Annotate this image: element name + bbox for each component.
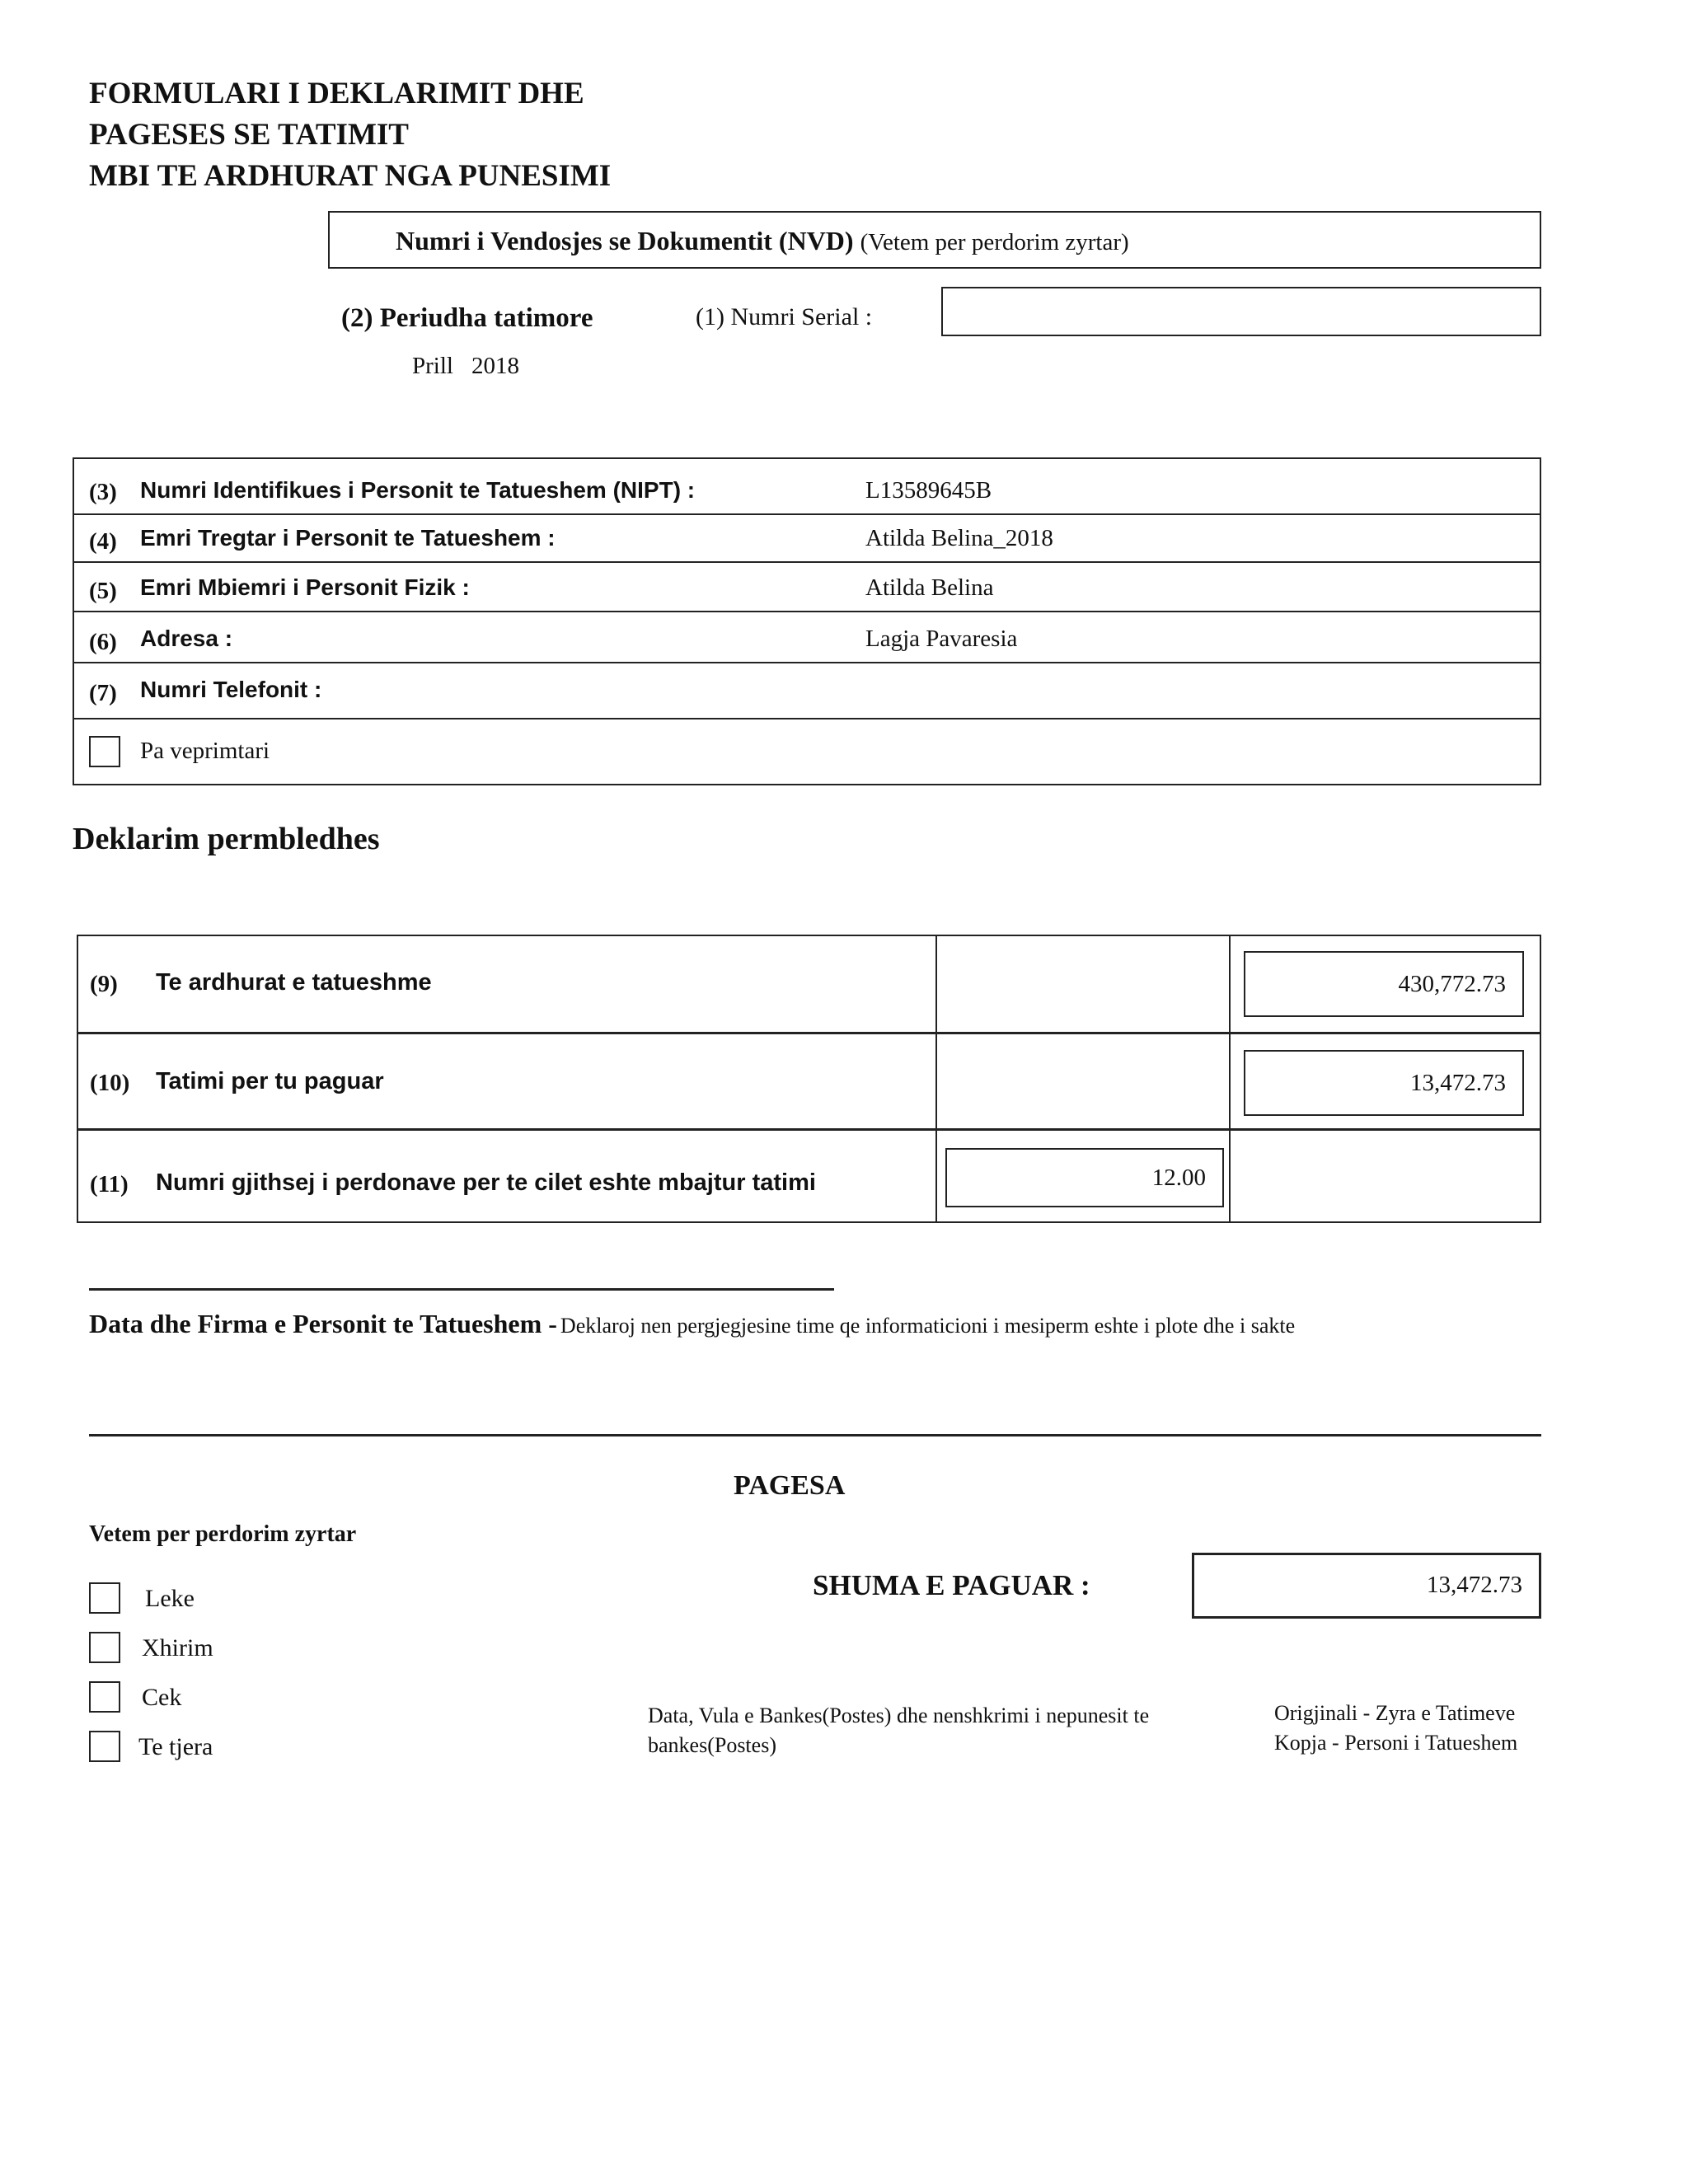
no-activity-checkbox[interactable] bbox=[89, 736, 120, 767]
amount-paid-value: 13,472.73 bbox=[1427, 1572, 1522, 1598]
taxpayer-row-person-name bbox=[74, 563, 1540, 612]
copy-original-note: Origjinali - Zyra e Tatimeve bbox=[1274, 1701, 1516, 1725]
summary-row-taxable-income bbox=[78, 936, 1543, 1032]
signature-line bbox=[89, 1288, 834, 1291]
period-label: (2) Periudha tatimore bbox=[341, 303, 593, 333]
official-use-label: Vetem per perdorim zyrtar bbox=[89, 1521, 357, 1547]
period-year: 2018 bbox=[471, 353, 519, 379]
method-other-label: Te tjera bbox=[138, 1733, 213, 1760]
section-divider bbox=[89, 1434, 1541, 1436]
no-activity-label: Pa veprimtari bbox=[140, 738, 270, 764]
signature-declaration: Deklaroj nen pergjegjesine time qe informaticioni i mesiperm eshte i plote dhe i sakte bbox=[560, 1314, 1296, 1338]
signature-caption bbox=[89, 1309, 1295, 1339]
nvd-box bbox=[328, 211, 1541, 269]
bank-stamp-note: Data, Vula e Bankes(Postes) dhe nenshkrimi i nepunesit te bankes(Postes) bbox=[648, 1704, 1150, 1757]
method-cek-label: Cek bbox=[142, 1684, 182, 1711]
method-other-checkbox[interactable] bbox=[89, 1731, 120, 1762]
row-label: Tatimi per tu paguar bbox=[156, 1068, 384, 1094]
method-leke-label: Leke bbox=[145, 1585, 195, 1612]
taxpayer-info-table bbox=[73, 457, 1541, 785]
row-label: Emri Mbiemri i Personit Fizik : bbox=[140, 574, 470, 600]
summary-title: Deklarim permbledhes bbox=[73, 822, 380, 856]
row-number: (9) bbox=[90, 971, 118, 997]
method-leke-checkbox[interactable] bbox=[89, 1582, 120, 1614]
copy-taxpayer-note: Kopja - Personi i Tatueshem bbox=[1274, 1731, 1518, 1755]
summary-row-tax-payable bbox=[78, 1032, 1543, 1128]
row-label: Adresa : bbox=[140, 626, 233, 651]
taxpayer-row-trade-name bbox=[74, 515, 1540, 563]
row-number: (6) bbox=[89, 629, 117, 655]
taxpayer-row-address bbox=[74, 612, 1540, 663]
person-name-value: Atilda Belina bbox=[865, 574, 994, 601]
form-title-line-1: FORMULARI I DEKLARIMIT DHE bbox=[89, 77, 584, 110]
row-label: Numri Identifikues i Personit te Tatueshem (NIPT) : bbox=[140, 477, 696, 503]
taxpayer-row-phone bbox=[74, 663, 1540, 719]
row-number: (10) bbox=[90, 1070, 130, 1096]
method-xhirim-label: Xhirim bbox=[142, 1634, 213, 1661]
row-number: (11) bbox=[90, 1171, 129, 1197]
nipt-value: L13589645B bbox=[865, 477, 992, 504]
row-label: Te ardhurat e tatueshme bbox=[156, 969, 432, 996]
tax-payable-value: 13,472.73 bbox=[1244, 1050, 1524, 1116]
payment-title: PAGESA bbox=[734, 1470, 846, 1501]
period-month: Prill bbox=[412, 353, 453, 379]
serial-label: (1) Numri Serial : bbox=[696, 303, 873, 330]
amount-paid-box bbox=[1192, 1553, 1541, 1619]
nvd-label bbox=[396, 226, 1129, 256]
serial-number-field[interactable] bbox=[941, 287, 1541, 336]
taxpayer-row-nipt bbox=[74, 459, 1540, 515]
signature-label: Data dhe Firma e Personit te Tatueshem - bbox=[89, 1309, 557, 1338]
summary-row-employee-count bbox=[78, 1128, 1543, 1225]
row-label: Emri Tregtar i Personit te Tatueshem : bbox=[140, 525, 556, 551]
row-label: Numri gjithsej i perdonave per te cilet eshte mbajtur tatimi bbox=[156, 1169, 816, 1196]
row-number: (5) bbox=[89, 578, 117, 604]
trade-name-value: Atilda Belina_2018 bbox=[865, 525, 1053, 551]
address-value: Lagja Pavaresia bbox=[865, 626, 1018, 652]
summary-table bbox=[77, 935, 1541, 1223]
method-xhirim-checkbox[interactable] bbox=[89, 1632, 120, 1663]
nvd-label-note: (Vetem per perdorim zyrtar) bbox=[860, 229, 1129, 255]
form-title-line-2: PAGESES SE TATIMIT bbox=[89, 118, 409, 152]
taxable-income-value: 430,772.73 bbox=[1244, 951, 1524, 1017]
form-title-line-3: MBI TE ARDHURAT NGA PUNESIMI bbox=[89, 159, 612, 193]
method-cek-checkbox[interactable] bbox=[89, 1681, 120, 1713]
row-number: (4) bbox=[89, 528, 117, 555]
row-number: (3) bbox=[89, 479, 117, 505]
nvd-label-bold: Numri i Vendosjes se Dokumentit (NVD) bbox=[396, 226, 854, 255]
row-label: Numri Telefonit : bbox=[140, 677, 322, 702]
employee-count-value: 12.00 bbox=[945, 1148, 1224, 1207]
amount-paid-label: SHUMA E PAGUAR : bbox=[813, 1569, 1090, 1601]
row-number: (7) bbox=[89, 680, 117, 706]
